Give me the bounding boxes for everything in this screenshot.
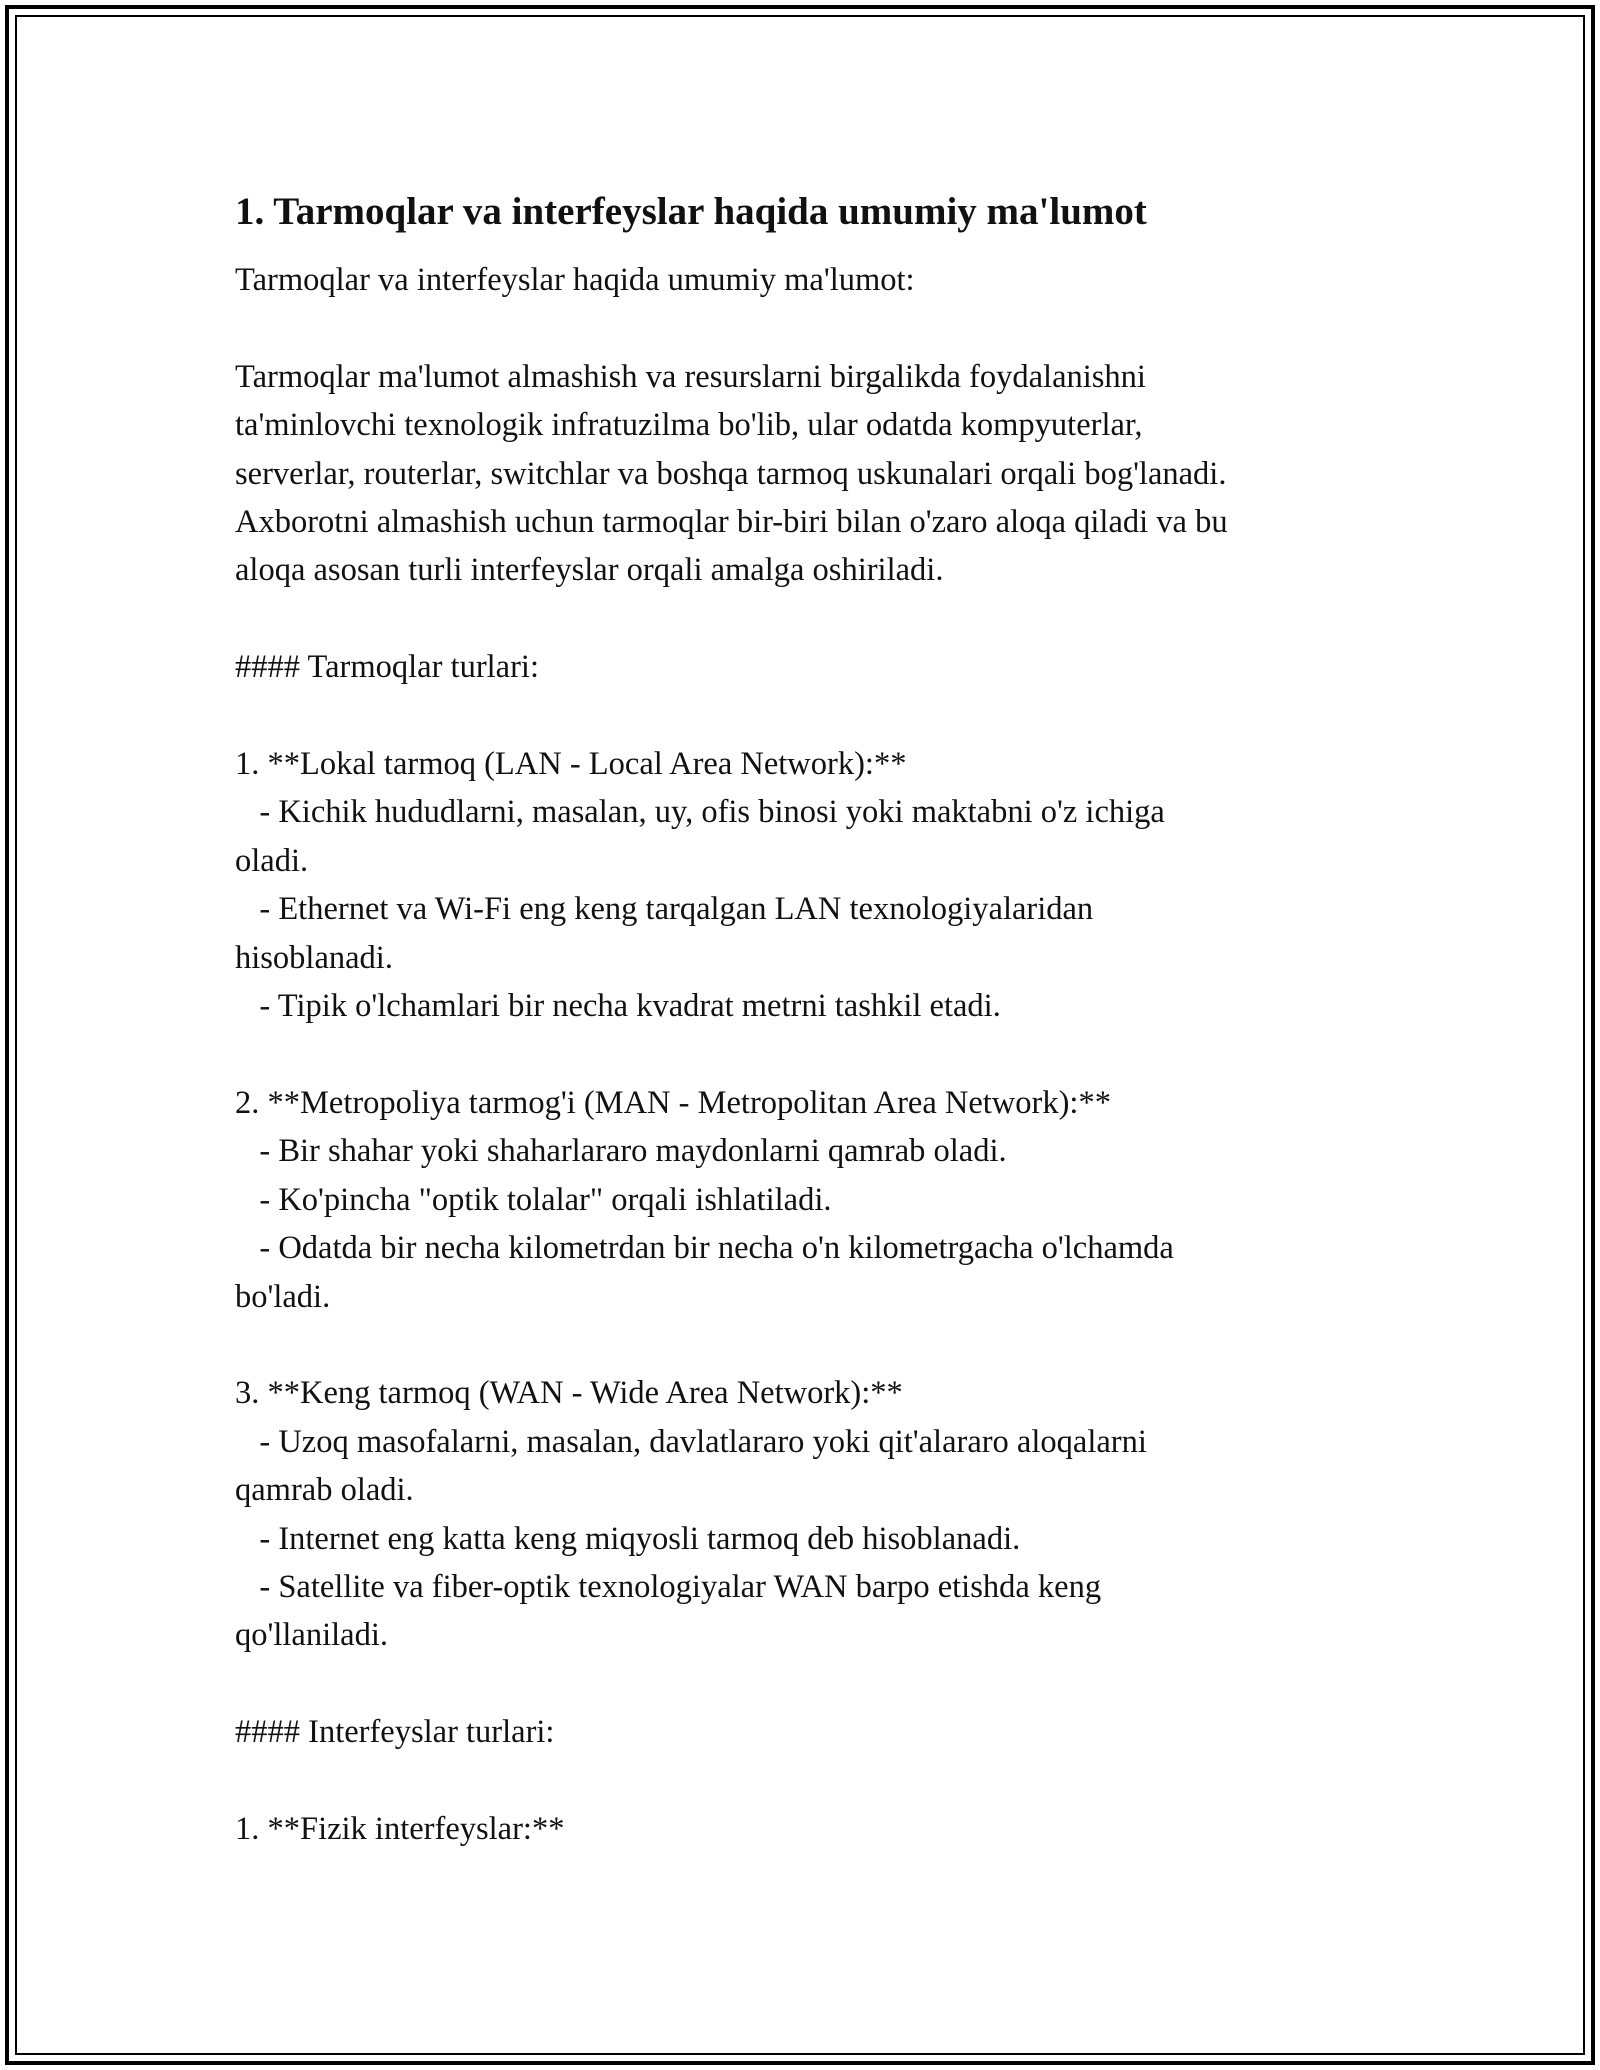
document-content [235,186,1375,1853]
document-title: 1. Tarmoqlar va interfeyslar haqida umumiy ma'lumot [235,190,1147,233]
document-body: Tarmoqlar va interfeyslar haqida umumiy ma'lumot: Tarmoqlar ma'lumot almashish va resurslarni birgalikda foydalanishni ta'minlovchi texnologik infratuzilma bo'lib, ular odatda kompyuterlar, serverlar, routerlar, switchlar va boshqa tarmoq uskunalari orqali bog'lanadi. Axborotni almashish uchun tarmoqlar bir-biri bilan o'zaro aloqa qiladi va bu aloqa asosan turli interfeyslar orqali amalga oshiriladi. #### Tarmoqlar turlari: 1. **Lokal tarmoq (LAN - Local Area Network):** - Kichik hududlarni, masalan, uy, ofis binosi yoki maktabni o'z ichiga oladi. - Ethernet va Wi-Fi eng keng tarqalgan LAN texnologiyalaridan hisoblanadi. - Tipik o'lchamlari bir necha kvadrat metrni tashkil etadi. 2. **Metropoliya tarmog'i (MAN - Metropolitan Area Network):** - Bir shahar yoki shaharlararo maydonlarni qamrab oladi. - Ko'pincha "optik tolalar" orqali ishlatiladi. - Odatda bir necha kilometrdan bir necha o'n kilometrgacha o'lchamda bo'ladi. 3. **Keng tarmoq (WAN - Wide Area Network):** - Uzoq masofalarni, masalan, davlatlararo yoki qit'alararo aloqalarni qamrab oladi. - Internet eng katta keng miqyosli tarmoq deb hisoblanadi. - Satellite va fiber-optik texnologiyalar WAN barpo etishda keng qo'llaniladi. #### Interfeyslar turlari: 1. **Fizik interfeyslar:** [235,262,1228,1847]
